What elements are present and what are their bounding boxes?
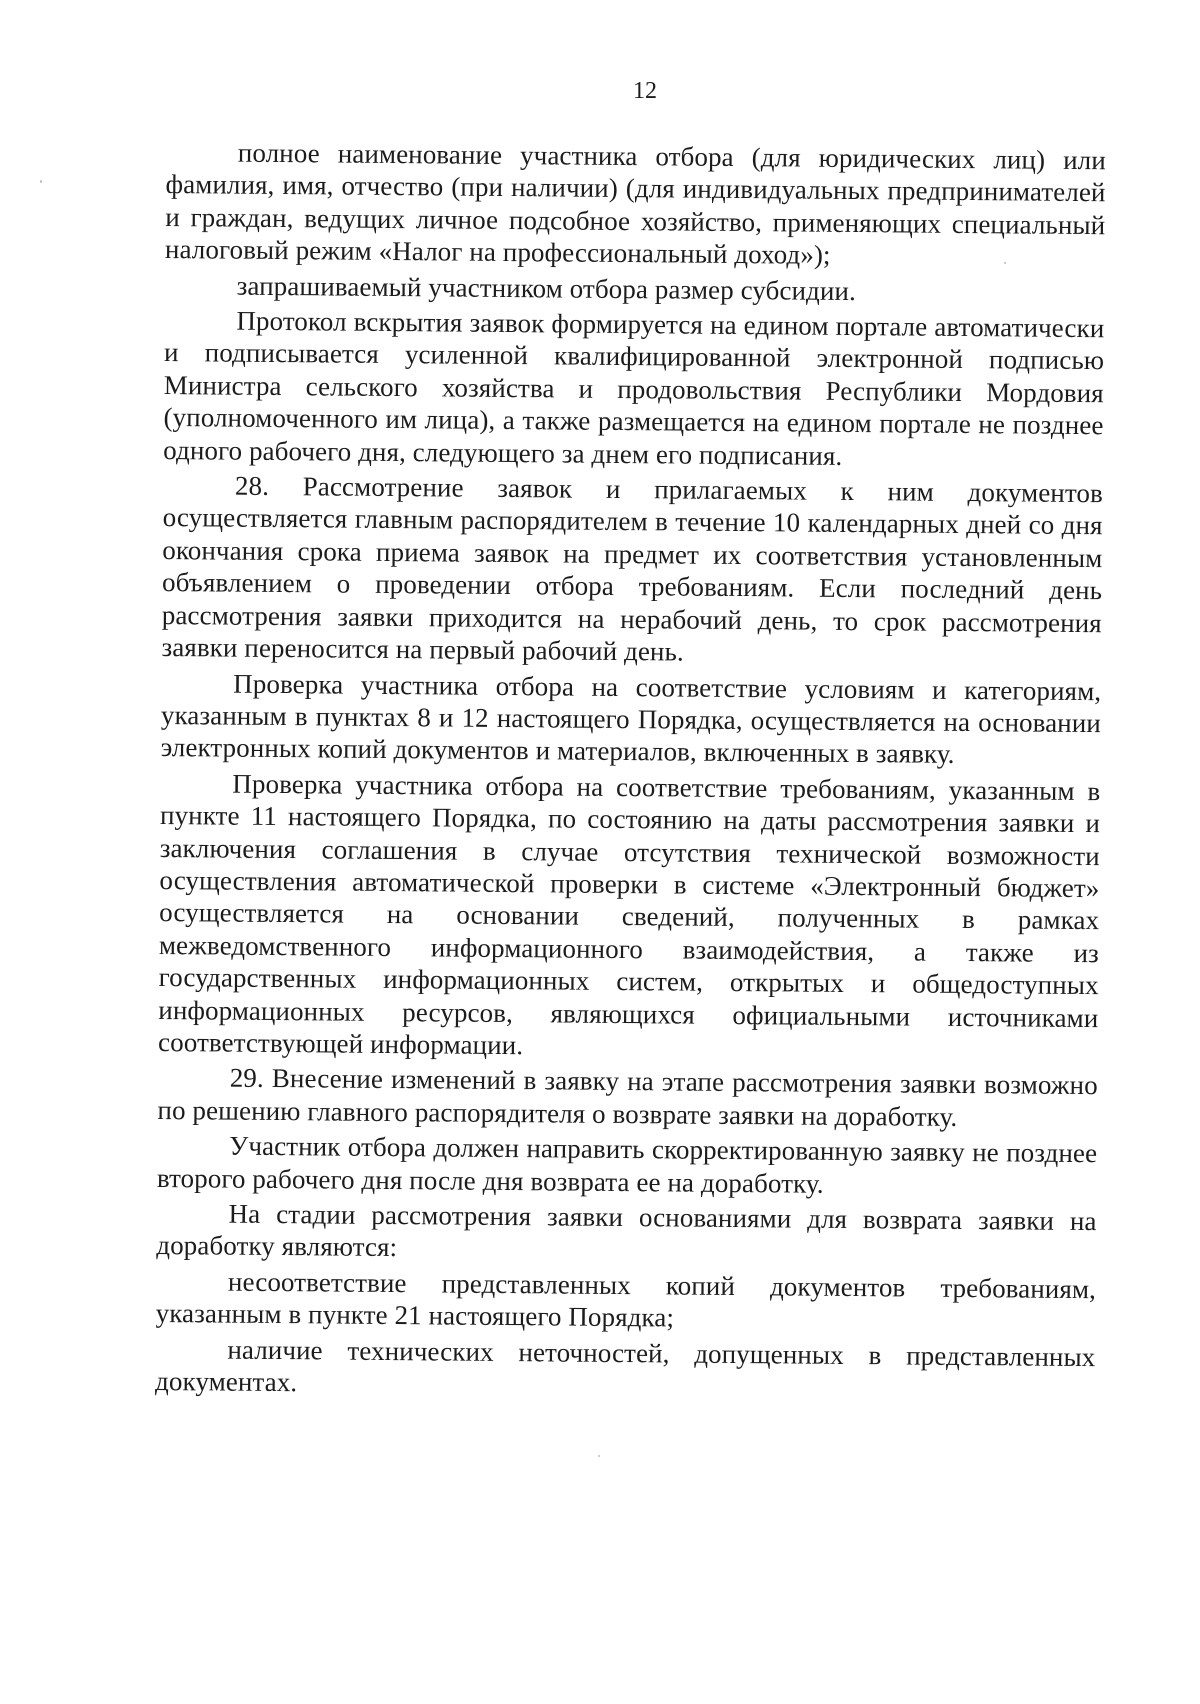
paragraph-item-29-changes: 29. Внесение изменений в заявку на этапе рассмотрения заявки возможно по решению главного распорядителя о возврате заявки на доработку. bbox=[157, 1062, 1098, 1132]
scan-speck bbox=[1004, 262, 1006, 264]
paragraph-opening-protocol: Протокол вскрытия заявок формируется на едином портале автоматически и подписывается усиленной квалифицированной электронной подписью Министра сельского хозяйства и продовольствия Республики Мордовия (уполномоченного им лица), а также размещается на едином портале не позднее одного рабочего дня, следующего за днем его подписания. bbox=[163, 305, 1105, 471]
page-number: 12 bbox=[633, 78, 657, 104]
paragraph-technical-errors: наличие технических неточностей, допущенных в представленных документах. bbox=[155, 1334, 1096, 1398]
paragraph-document-mismatch: несоответствие представленных копий документов требованиям, указанным в пункте 21 настоящего Порядка; bbox=[155, 1266, 1097, 1333]
document-body bbox=[155, 136, 1106, 1409]
paragraph-applicant-name: полное наименование участника отбора (для юридических лиц) или фамилия, имя, отчество (при наличии) (для индивидуальных предпринимателей и граждан, ведущих личное подсобное хозяйство, применяющих специальный налоговый режим «Налог на профессиональный доход»); bbox=[164, 137, 1106, 271]
paragraph-resubmission-deadline: Участник отбора должен направить скорректированную заявку не позднее второго рабочего дня после дня возврата ее на доработку. bbox=[156, 1130, 1098, 1199]
paragraph-check-conditions: Проверка участника отбора на соответствие условиям и категориям, указанным в пунктах 8 и 12 настоящего Порядка, осуществляется на основании электронных копий документов и материалов, включенных в заявку. bbox=[160, 668, 1102, 770]
scan-speck bbox=[598, 1455, 600, 1457]
paragraph-check-requirements: Проверка участника отбора на соответствие требованиям, указанным в пункте 11 настоящего Порядка, по состоянию на даты рассмотрения заявки и заключения соглашения в случае отсутствия технической возможности осуществления автоматической проверки в системе «Электронный бюджет» осуществляется на основании сведений, полученных в рамках межведомственного информационного взаимодействия, а также из государственных информационных систем, открытых и общедоступных информационных ресурсов, являющихся официальными источниками соответствующей информации. bbox=[157, 768, 1101, 1061]
scan-speck bbox=[40, 180, 42, 183]
paragraph-item-28-review: 28. Рассмотрение заявок и прилагаемых к ним документов осуществляется главным распорядителем в течение 10 календарных дней со дня окончания срока приема заявок на предмет их соответствия установленным объявлением о проведении отбора требованиям. Если последний день рассмотрения заявки приходится на нерабочий день, то срок рассмотрения заявки переносится на первый рабочий день. bbox=[161, 470, 1104, 667]
paragraph-requested-subsidy: запрашиваемый участником отбора размер субсидии. bbox=[236, 270, 857, 306]
paragraph-return-grounds: На стадии рассмотрения заявки основаниями для возврата заявки на доработку являются: bbox=[156, 1198, 1097, 1263]
